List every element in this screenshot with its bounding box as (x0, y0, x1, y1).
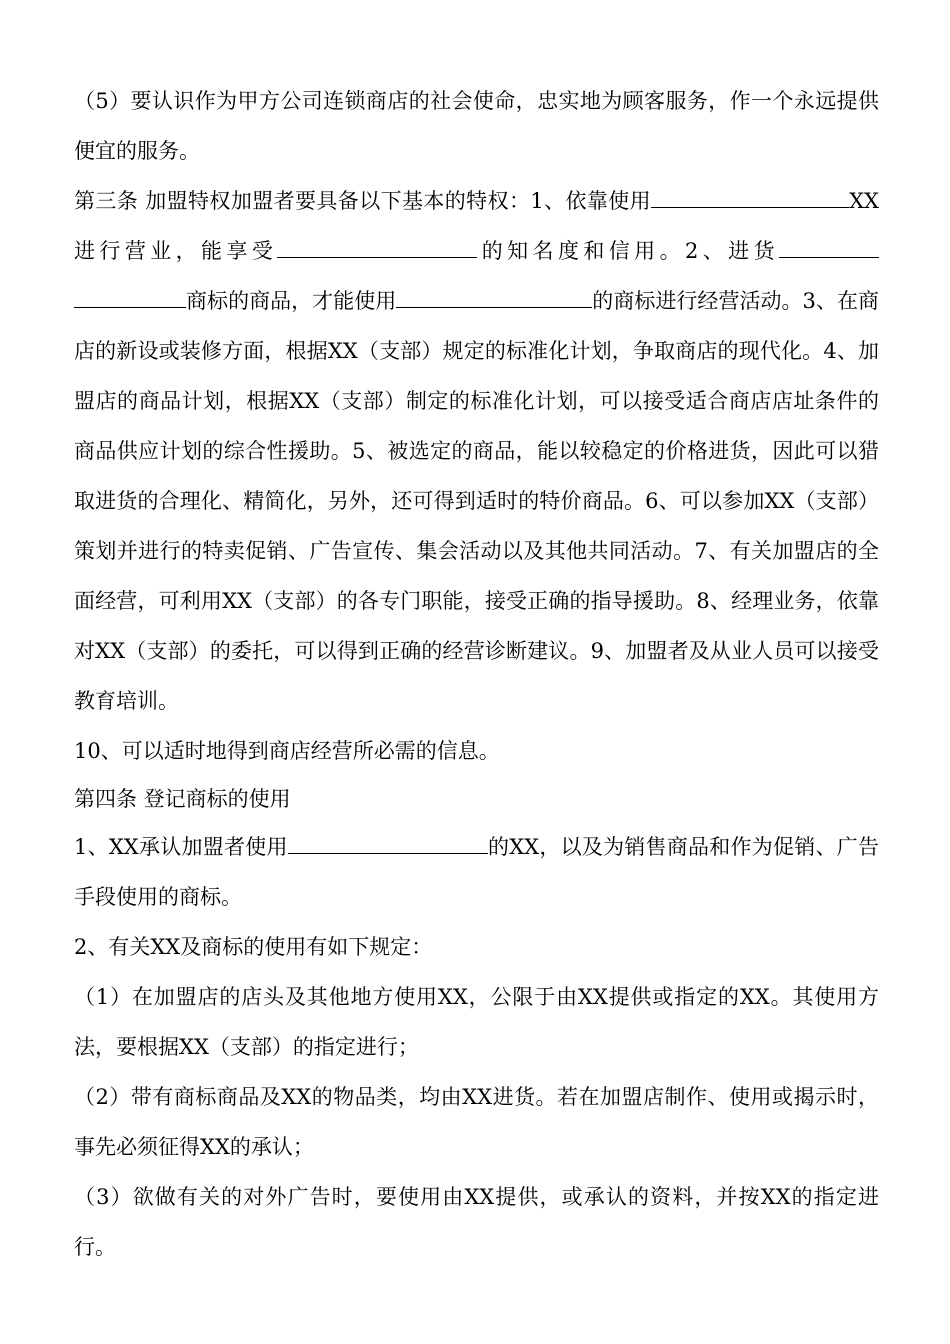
privilege-item-10: 10、可以适时地得到商店经营所必需的信息。 (74, 739, 500, 763)
fill-blank (829, 185, 849, 208)
article-4-heading: 第四条 登记商标的使用 (74, 787, 291, 811)
clause-2-item-3: （3）欲做有关的对外广告时，要使用由XX提供，或承认的资料，并按XX的指定进行。 (74, 1185, 879, 1259)
fill-blank (651, 185, 829, 208)
fill-blank (74, 285, 186, 308)
fill-blank (396, 285, 592, 308)
paragraph-item-5: （5）要认识作为甲方公司连锁商店的社会使命，忠实地为顾客服务，作一个永远提供便宜的服务。 (74, 89, 879, 163)
clause-2-item-1: （1）在加盟店的店头及其他地方使用XX，公限于由XX提供或指定的XX。其使用方法，要根据XX（支部）的指定进行； (74, 985, 879, 1059)
clause-2-item-2: （2）带有商标商品及XX的物品类，均由XX进货。若在加盟店制作、使用或揭示时，事先必须征得XX的承认； (74, 1085, 879, 1159)
article-3-privileges: 第三条 加盟特权加盟者要具备以下基本的特权：1、依靠使用 XX进行营业，能享受 的知名度和信用。2、进货商标的商品，才能使用 的商标进行经营活动。3、在商店的新设或装修方面，根据XX（支部）规定的标准化计划，争取商店的现代化。4、加盟店的商品计划，根据XX（支部）制定的标准化计划，可以接受适合商店店址条件的商品供应计划的综合性援助。5、被选定的商品，能以较稳定的价格进货，因此可以猎取进货的合理化、精简化，另外，还可得到适时的特价商品。6、可以参加XX（支部）策划并进行的特卖促销、广告宣传、集会活动以及其他共同活动。7、有关加盟店的全面经营，可利用XX（支部）的各专门职能，接受正确的指导援助。8、经理业务，依靠对XX（支部）的委托，可以得到正确的经营诊断建议。9、加盟者及从业人员可以接受教育培训。 (74, 176, 879, 726)
fill-blank (288, 831, 488, 854)
article-4-clause-1: 1、XX承认加盟者使用 的XX，以及为销售商品和作为促销、广告手段使用的商标。 (74, 822, 879, 922)
article-4-clause-2: 2、有关XX及商标的使用有如下规定： (74, 935, 433, 959)
fill-blank (779, 235, 879, 258)
fill-blank (277, 235, 477, 258)
